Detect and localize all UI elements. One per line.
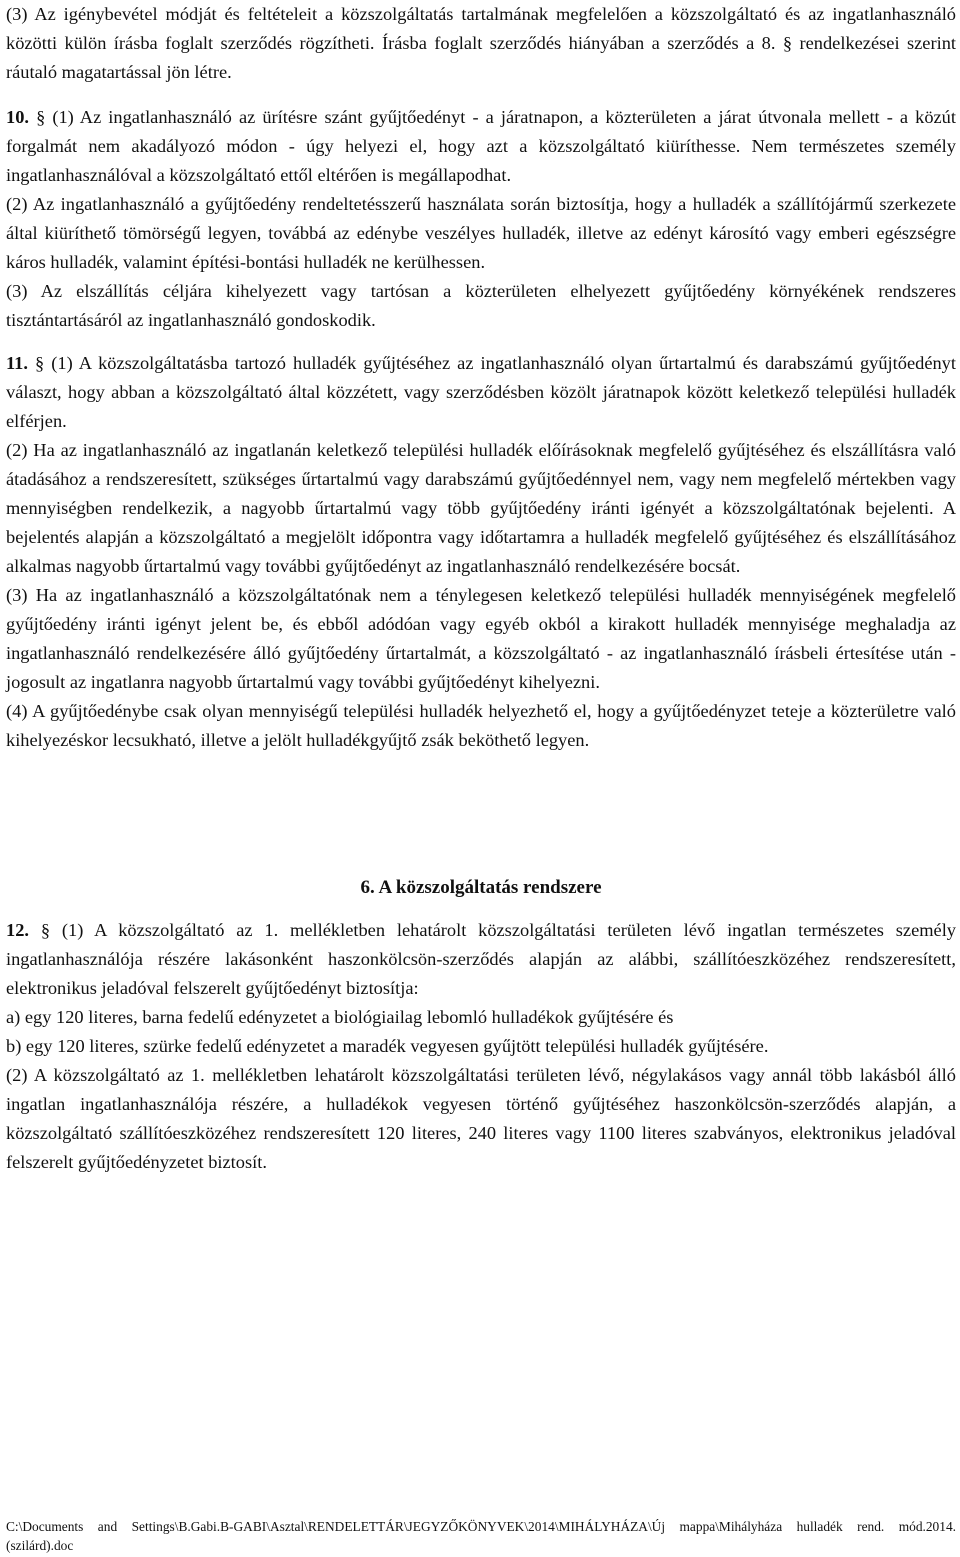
- section-12-number: 12.: [6, 920, 29, 940]
- section-11-paragraph-1: [6, 349, 956, 436]
- section-11-paragraph-4: (4) A gyűjtőedénybe csak olyan mennyiségű települési hulladék helyezhető el, hogy a gyűjtőedényzet teteje a közterületre való kihelyezéskor lecsukható, illetve a jelölt hulladékgyűjtő zsák beköthető legyen.: [6, 701, 956, 750]
- section-10-number: 10.: [6, 107, 29, 127]
- section-12-p1-text: § (1) A közszolgáltató az 1. mellékletben lehatárolt közszolgáltatási területen lévő ingatlan természetes személy ingatlanhasználója részére lakásonként haszonkölcsön-szerződés alapján az alábbi, szállítóeszközéhez rendszeresített, elektronikus jeladóval felszerelt gyűjtőedényt biztosítja:: [6, 920, 957, 998]
- section-12-paragraph-2: (2) A közszolgáltató az 1. mellékletben lehatárolt közszolgáltatási területen lévő, négylakásos vagy annál több lakásból álló ingatlan ingatlanhasználója részére, a hulladékok vegyesen történő gyűjtéséhez haszonkölcsön-szerződés alapján, a közszolgáltató szállítóeszközéhez rendszeresített 120 literes, 240 literes vagy 1100 literes szabványos, elektronikus jeladóval felszerelt gyűjtőedényzetet biztosít.: [6, 1065, 956, 1172]
- section-12-item-b: b) egy 120 literes, szürke fedelű edényzetet a maradék vegyesen gyűjtött települési hulladék gyűjtésére.: [6, 1036, 769, 1056]
- document-page: [6, 0, 956, 1177]
- spacer: [6, 755, 956, 873]
- section-12-item-a: a) egy 120 literes, barna fedelű edényzetet a biológiailag lebomló hulladékok gyűjtésére és: [6, 1007, 674, 1027]
- spacer: [6, 87, 956, 103]
- section-10-p1-text: § (1) Az ingatlanhasználó az ürítésre szánt gyűjtőedényt - a járatnapon, a közterületen a járat útvonala mellett - a közút forgalmát nem akadályozó módon - úgy helyezi el, hogy azt a közszolgáltató kiüríthesse. Nem természetes személy ingatlanhasználóval a közszolgáltató ettől eltérően is megállapodhat.: [6, 107, 956, 185]
- spacer: [6, 902, 956, 916]
- chapter-heading: 6. A közszolgáltatás rendszere: [360, 877, 602, 898]
- section-11-number: 11.: [6, 353, 28, 373]
- spacer: [6, 335, 956, 349]
- section-11-p1-text: § (1) A közszolgáltatásba tartozó hulladék gyűjtéséhez az ingatlanhasználó olyan űrtartalmú és darabszámú gyűjtőedényt választ, hogy abban a közszolgáltató által közzétett, vagy szerződésben közölt járatnapok között keletkező települési hulladék elférjen.: [6, 353, 956, 431]
- section-10-paragraph-1: [6, 103, 956, 190]
- paragraph-prev-3: (3) Az igénybevétel módját és feltételeit a közszolgáltatás tartalmának megfelelően a közszolgáltató és az ingatlanhasználó közötti külön írásba foglalt szerződés rögzítheti. Írásba foglalt szerződés hiányában a szerződés a 8. § rendelkezései szerint ráutaló magatartással jön létre.: [6, 4, 956, 82]
- section-10-paragraph-2: (2) Az ingatlanhasználó a gyűjtőedény rendeltetésszerű használata során biztosítja, hogy a hulladék a szállítójármű szerkezete által kiüríthető tömörségű legyen, továbbá az edénybe veszélyes hulladék, illetve az edényt károsító vagy emberi egészségre káros hulladék, valamint építési-bontási hulladék ne kerülhessen.: [6, 194, 956, 272]
- section-11-paragraph-3: (3) Ha az ingatlanhasználó a közszolgáltatónak nem a ténylegesen keletkező települési hulladék mennyiségének megfelelő gyűjtőedény iránti igényt jelent be, és ebből adódóan vagy egyéb okból a kirakott hulladék mennyisége meghaladja az ingatlanhasználó rendelkezésére álló gyűjtőedény űrtartalmát, a közszolgáltató - az ingatlanhasználó írásbeli értesítése után - jogosult az ingatlanra nagyobb űrtartalmú vagy további gyűjtőedényt kihelyezni.: [6, 585, 956, 692]
- section-11-paragraph-2: (2) Ha az ingatlanhasználó az ingatlanán keletkező települési hulladék előírásoknak megfelelő gyűjtéséhez és elszállításra való átadásához a rendszeresített, szükséges űrtartalmú vagy darabszámú gyűjtőedénnyel nem, vagy nem megfelelő mértekben vagy mennyiségben rendelkezik, a nagyobb űrtartalmú vagy több gyűjtőedény iránti igényét a közszolgáltatónak bejelenti. A bejelentés alapján a közszolgáltató a megjelölt időpontra vagy időtartamra a hulladék megfelelő gyűjtéséhez és elszállításához alkalmas nagyobb űrtartalmú vagy további gyűjtőedényt az ingatlanhasználó rendelkezésére bocsát.: [6, 440, 956, 576]
- section-10-paragraph-3: (3) Az elszállítás céljára kihelyezett vagy tartósan a közterületen elhelyezett gyűjtőedény környékének rendszeres tisztántartásáról az ingatlanhasználó gondoskodik.: [6, 281, 956, 330]
- section-12-paragraph-1: [6, 916, 956, 1003]
- document-footer-path: C:\Documents and Settings\B.Gabi.B-GABI\Asztal\RENDELETTÁR\JEGYZŐKÖNYVEK\2014\MIHÁLYHÁZA\Új mappa\Mihályháza hulladék rend. mód.2014.(szilárd).doc: [6, 1519, 956, 1553]
